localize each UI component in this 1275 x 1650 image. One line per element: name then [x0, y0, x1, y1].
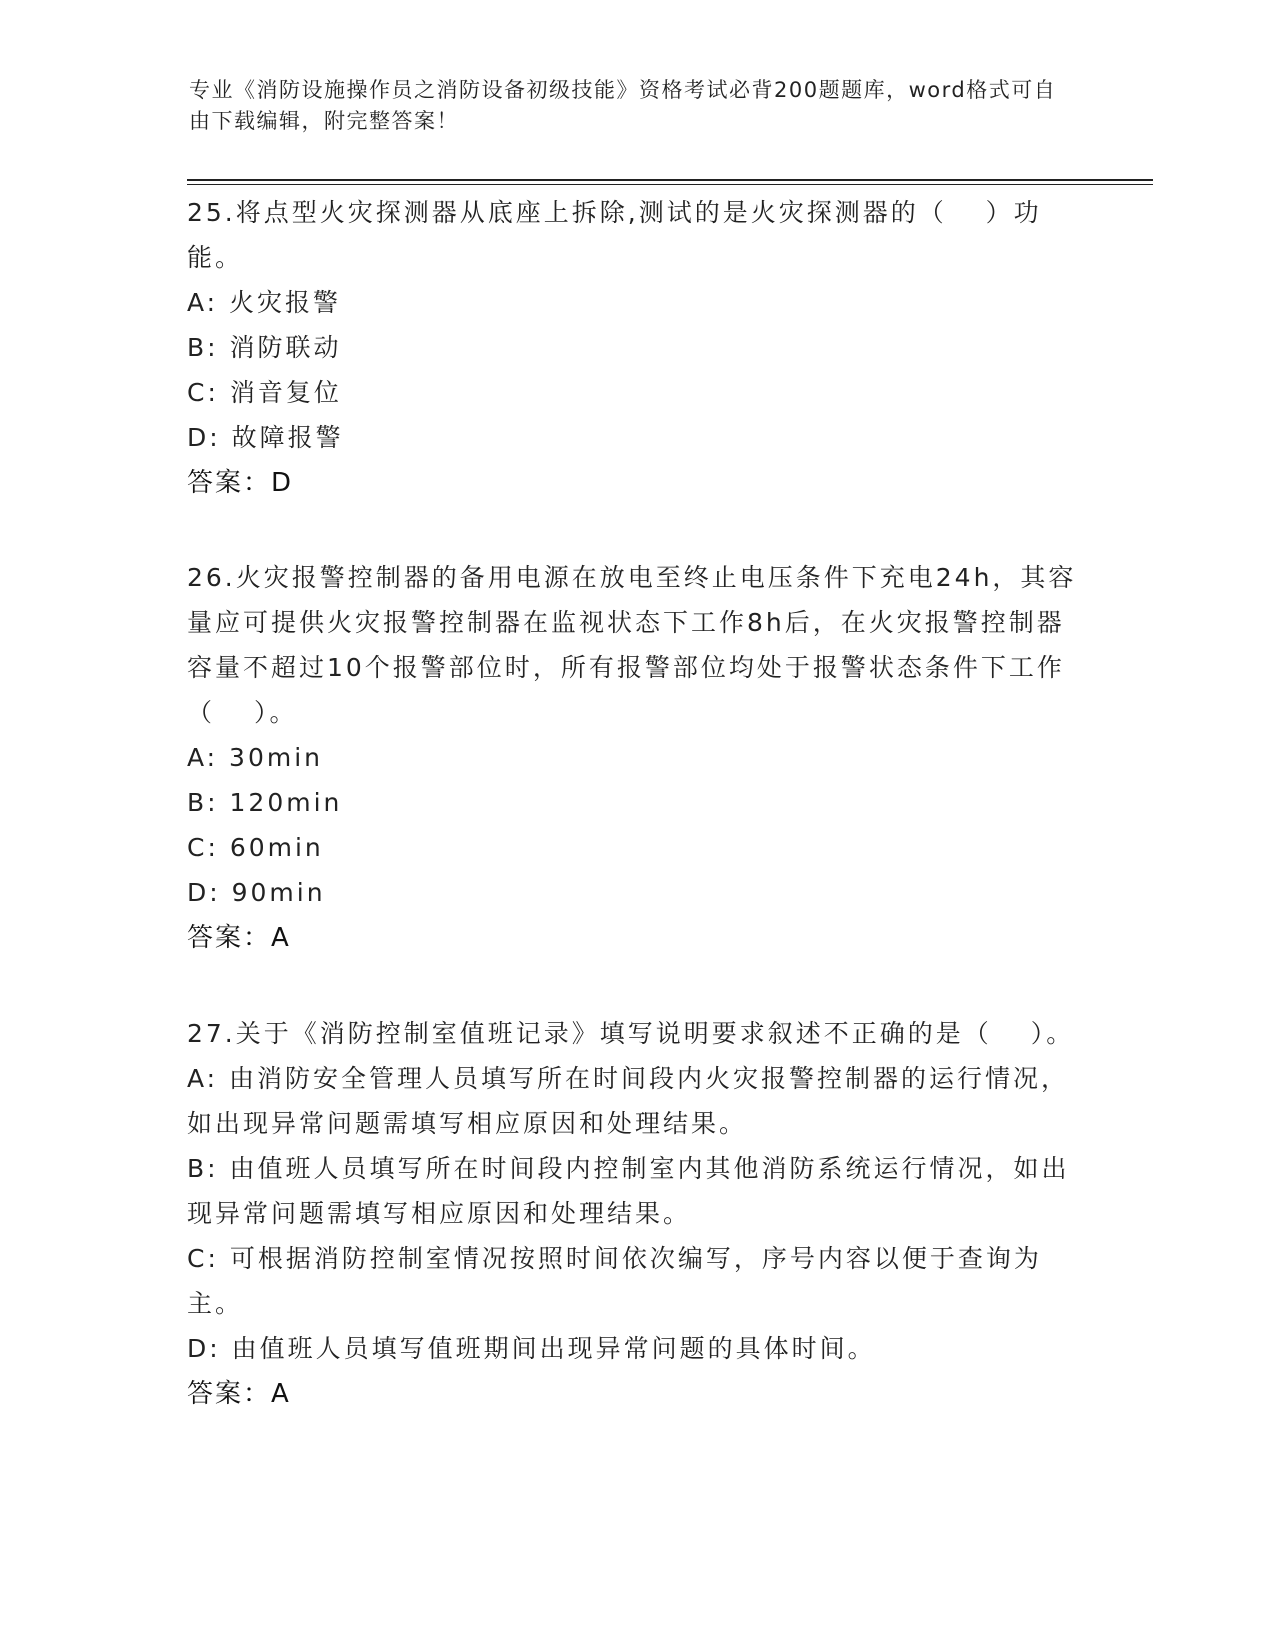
- option-a: A: 火灾报警: [187, 288, 342, 317]
- option-a: A: 30min: [187, 743, 323, 772]
- option-a: A: 由消防安全管理人员填写所在时间段内火灾报警控制器的运行情况，如出现异常问题需填写相应原因和处理结果。: [187, 1064, 1070, 1138]
- option-d: D: 故障报警: [187, 423, 344, 452]
- header-divider-thick: [187, 179, 1153, 181]
- header-divider-thin: [187, 184, 1153, 185]
- question-25: [187, 190, 1077, 506]
- document-header: 专业《消防设施操作员之消防设备初级技能》资格考试必背200题题库，word格式可自由下载编辑，附完整答案！: [189, 78, 1057, 133]
- answer: 答案：A: [187, 923, 291, 953]
- option-b: B: 由值班人员填写所在时间段内控制室内其他消防系统运行情况，如出现异常问题需填写相应原因和处理结果。: [187, 1154, 1070, 1228]
- option-d: D: 由值班人员填写值班期间出现异常问题的具体时间。: [187, 1334, 876, 1363]
- option-d: D: 90min: [187, 878, 326, 907]
- question-stem: 27.关于《消防控制室值班记录》填写说明要求叙述不正确的是（ ）。: [187, 1019, 1075, 1048]
- option-c: C: 可根据消防控制室情况按照时间依次编写，序号内容以便于查询为主。: [187, 1244, 1042, 1318]
- option-c: C: 60min: [187, 833, 324, 862]
- option-c: C: 消音复位: [187, 378, 342, 407]
- question-27: [187, 1011, 1077, 1417]
- question-26: [187, 555, 1077, 961]
- option-b: B: 消防联动: [187, 333, 342, 362]
- answer: 答案：D: [187, 468, 294, 498]
- answer: 答案：A: [187, 1379, 291, 1409]
- question-stem: 25.将点型火灾探测器从底座上拆除,测试的是火灾探测器的（ ）功能。: [187, 198, 1042, 272]
- question-stem: 26.火灾报警控制器的备用电源在放电至终止电压条件下充电24h，其容量应可提供火灾报警控制器在监视状态下工作8h后，在火灾报警控制器容量不超过10个报警部位时，所有报警部位均处于报警状态条件下工作（ ）。: [187, 563, 1077, 727]
- option-b: B: 120min: [187, 788, 343, 817]
